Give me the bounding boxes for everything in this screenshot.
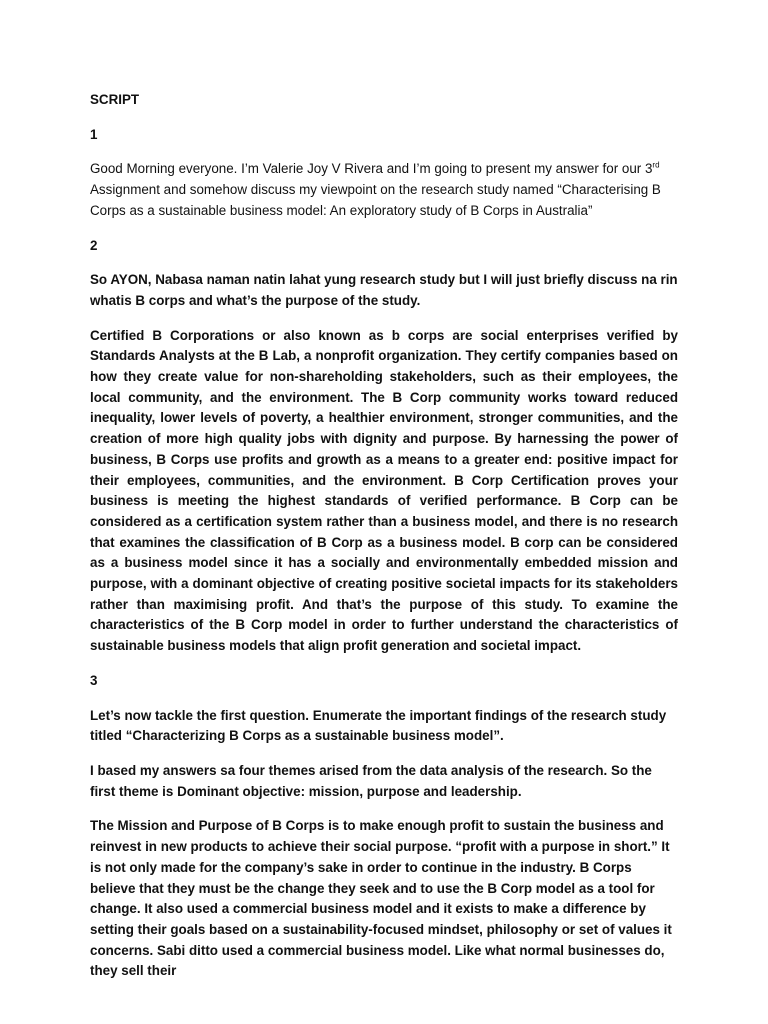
document-page <box>90 90 678 996</box>
section-1-text-start: Good Morning everyone. I’m Valerie Joy V Rivera and I’m going to present my answer for our 3 <box>90 161 653 177</box>
section-1-paragraph <box>90 159 678 221</box>
section-1-text-end: Assignment and somehow discuss my viewpoint on the research study named “Characterising B Corps as a sustainable business model: An exploratory study of B Corps in Australia” <box>90 182 661 218</box>
section-2-number: 2 <box>90 237 98 253</box>
section-2-body: Certified B Corporations or also known as b corps are social enterprises verified by Standards Analysts at the B Lab, a nonprofit organization. They certify companies based on how they create value for non-shareholding stakeholders, such as their employees, the local community, and the environment. The B Corp community works toward reduced inequality, lower levels of poverty, a healthier environment, stronger communities, and the creation of more high quality jobs with dignity and purpose. By harnessing the power of business, B Corps use profits and growth as a means to a greater end: positive impact for their employees, communities, and the environment. B Corp Certification proves your business is meeting the highest standards of verified performance. B Corp can be considered as a certification system rather than a business model, and there is no research that examines the classification of B Corp as a business model. B corp can be considered as a business model since it has a socially and environmentally embedded mission and purpose, with a dominant objective of creating positive societal impacts for its stakeholders rather than maximising profit. And that’s the purpose of this study. To examine the characteristics of the B Corp model in order to further understand the characteristics of sustainable business models that align profit generation and societal impact. <box>90 327 678 654</box>
section-2-intro: So AYON, Nabasa naman natin lahat yung research study but I will just briefly discuss na rin whatis B corps and what’s the purpose of the study. <box>90 272 678 308</box>
section-3-mission: The Mission and Purpose of B Corps is to make enough profit to sustain the business and reinvest in new products to achieve their social purpose. “profit with a purpose in short.” It is not only made for the company’s sake in order to continue in the industry. B Corps believe that they must be the change they seek and to use the B Corp model as a tool for change. It also used a commercial business model and it exists to make a difference by setting their goals based on a sustainability-focused mindset, philosophy or set of values it concerns. Sabi ditto used a commercial business model. Like what normal businesses do, they sell their <box>90 818 672 979</box>
section-3-number: 3 <box>90 672 98 688</box>
section-3-themes: I based my answers sa four themes arised from the data analysis of the research. So the first theme is Dominant objective: mission, purpose and leadership. <box>90 762 652 799</box>
section-3-question: Let’s now tackle the first question. Enumerate the important findings of the research study titled “Characterizing B Corps as a sustainable business model”. <box>90 707 667 744</box>
script-heading: SCRIPT <box>90 92 140 107</box>
section-1-superscript: rd <box>652 160 660 170</box>
section-1-number: 1 <box>90 126 98 142</box>
